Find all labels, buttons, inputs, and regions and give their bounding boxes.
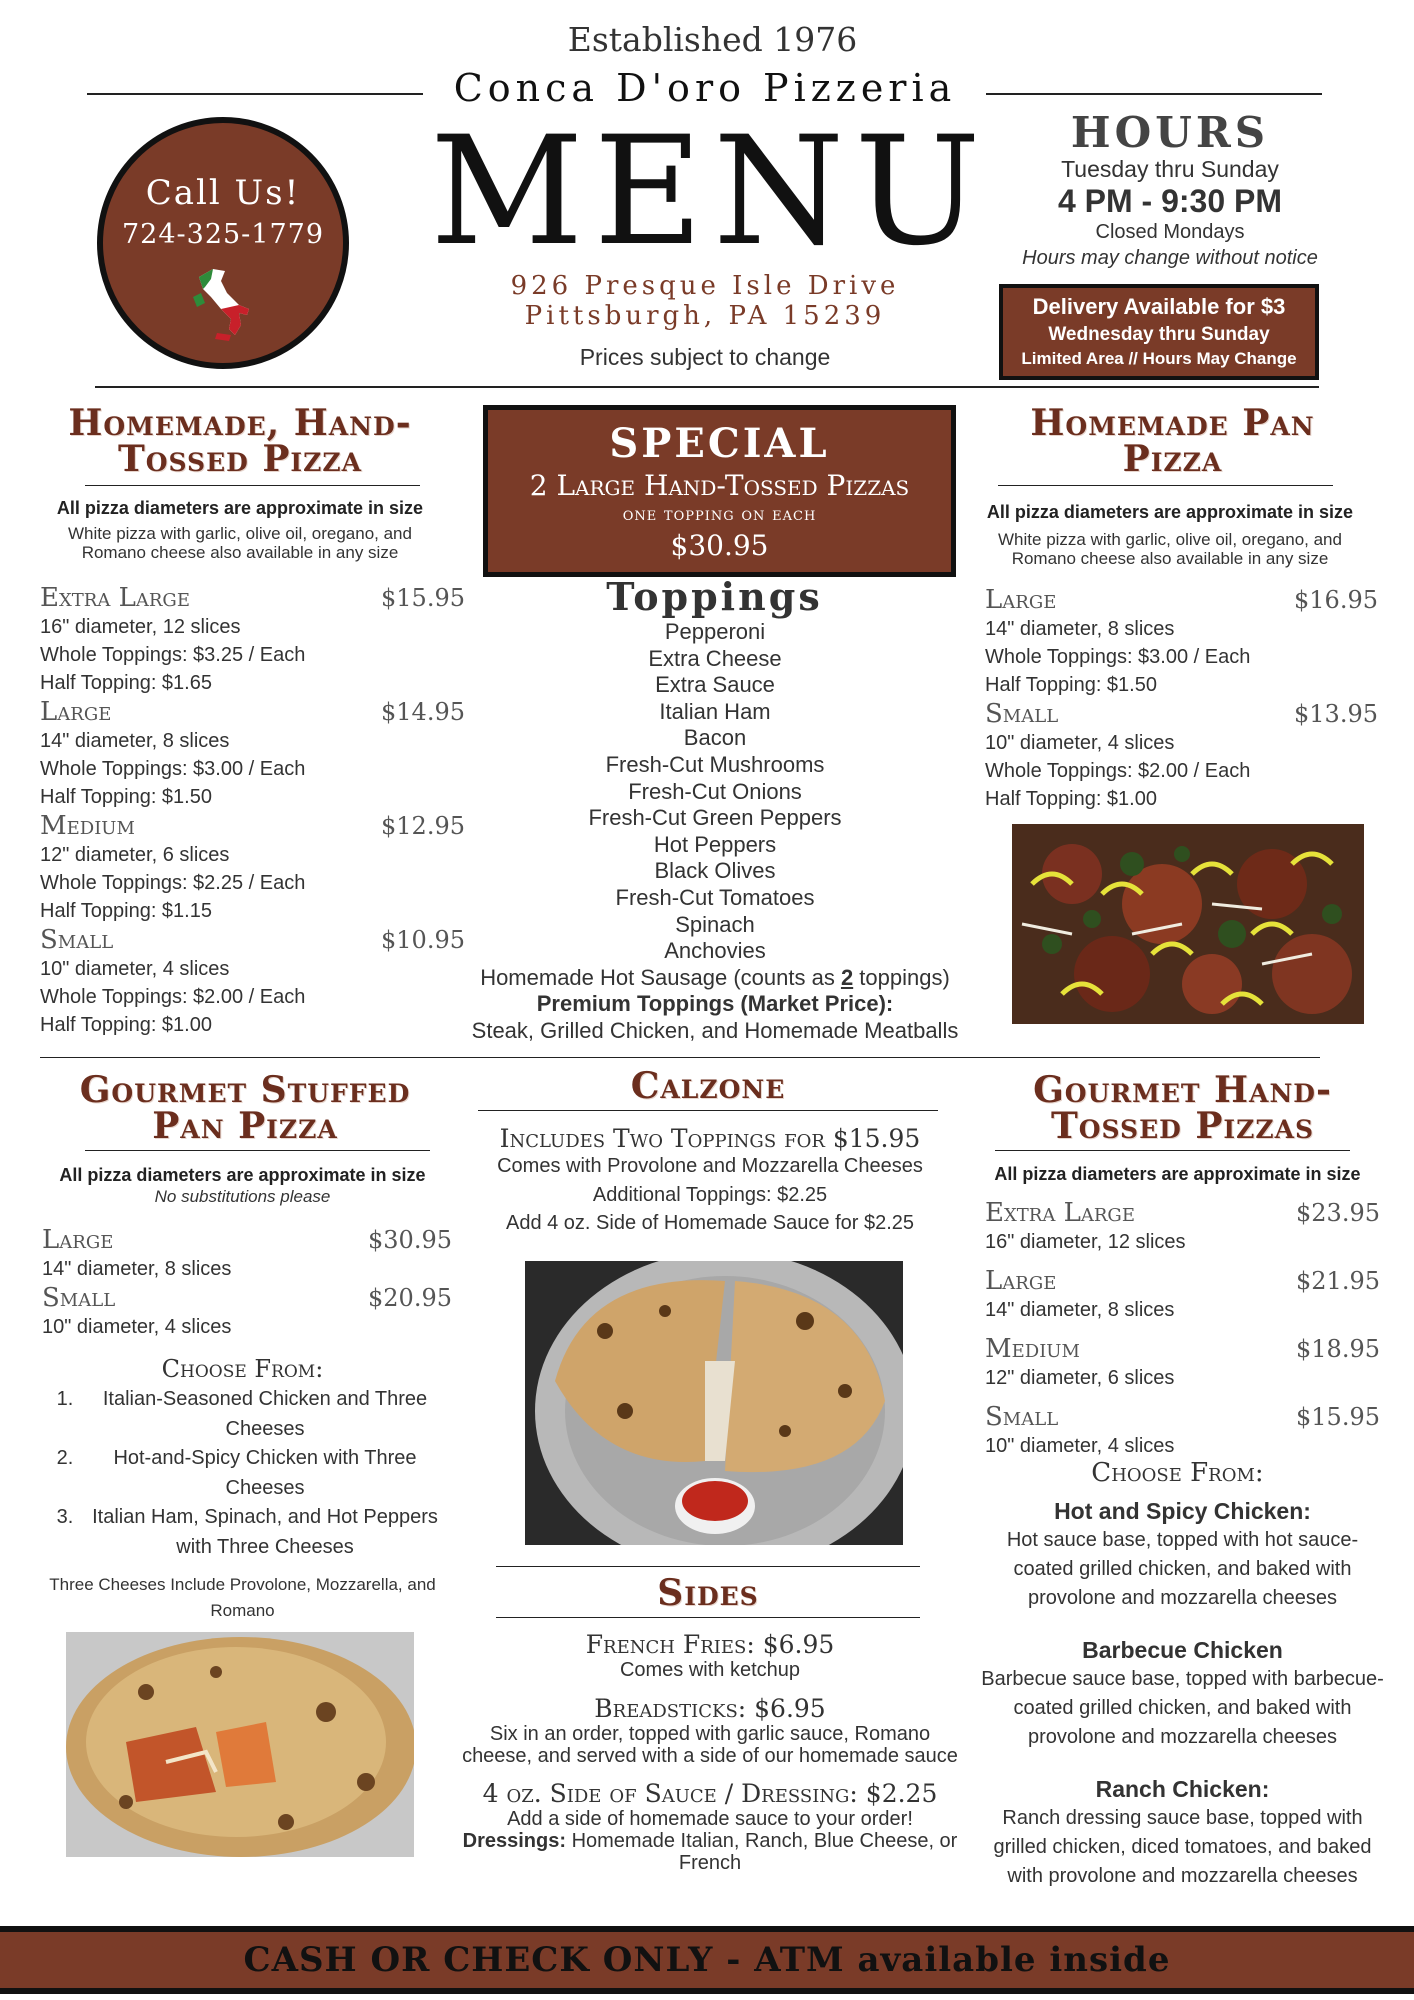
call-us-badge[interactable] <box>97 117 349 369</box>
whole-topping-price: Whole Toppings: $2.00 / Each <box>40 986 306 1008</box>
choice-name: Ranch Chicken: <box>1095 1776 1270 1802</box>
choice-name: Hot and Spicy Chicken: <box>1054 1498 1311 1524</box>
size-name: Large <box>40 697 112 727</box>
size-name: Medium <box>40 811 135 841</box>
choice-text: Hot-and-Spicy Chicken with Three Cheeses <box>113 1447 417 1499</box>
side-name: 4 oz. Side of Sauce / Dressing: $2.25 <box>482 1779 938 1808</box>
side-desc: Add a side of homemade sauce to your order! <box>507 1808 913 1830</box>
stuffed-choice <box>45 1385 445 1444</box>
size-item <box>40 583 465 697</box>
middle-divider <box>40 1057 1320 1058</box>
header-divider <box>95 386 1319 388</box>
size-price: $30.95 <box>368 1226 452 1254</box>
address-line-2: Pittsburgh, PA 15239 <box>524 301 886 331</box>
size-price: $18.95 <box>1296 1335 1380 1363</box>
size-item <box>985 1198 1380 1256</box>
topping-item: Italian Ham <box>659 698 771 724</box>
choice-desc: Hot sauce base, topped with hot sauce-coated grilled chicken, and baked with provolone and mozzarella cheeses <box>1006 1529 1359 1609</box>
size-item <box>40 697 465 811</box>
pan-note: White pizza with garlic, olive oil, oregano, and Romano cheese also available in any size <box>998 530 1342 568</box>
size-price: $12.95 <box>381 812 465 840</box>
size-item <box>985 585 1378 699</box>
pan-title-rule <box>998 485 1333 486</box>
size-name: Large <box>42 1225 114 1255</box>
size-desc: 10" diameter, 4 slices <box>40 958 230 980</box>
size-price: $13.95 <box>1294 700 1378 728</box>
stuffed-pizza-image-icon <box>66 1632 414 1857</box>
whole-topping-price: Whole Toppings: $3.00 / Each <box>985 646 1251 668</box>
whole-topping-price: Whole Toppings: $3.00 / Each <box>40 758 306 780</box>
stuffed-pizza-photo <box>66 1632 414 1857</box>
hours-closed: Closed Mondays <box>1095 221 1245 243</box>
special-line-2: one topping on each <box>622 504 817 525</box>
size-desc: 14" diameter, 8 slices <box>40 730 230 752</box>
size-price: $16.95 <box>1294 586 1378 614</box>
delivery-box <box>999 284 1319 380</box>
choice-name: Barbecue Chicken <box>1082 1637 1283 1663</box>
gourmet-choice <box>970 1774 1395 1891</box>
size-desc: 10" diameter, 4 slices <box>985 1435 1175 1457</box>
side-item <box>440 1779 980 1874</box>
size-price: $20.95 <box>368 1284 452 1312</box>
hours-time: 4 PM - 9:30 PM <box>1057 183 1283 219</box>
established-text: Established 1976 <box>567 20 858 59</box>
half-topping-price: Half Topping: $1.00 <box>985 788 1157 810</box>
gourmet-choices <box>970 1496 1395 1891</box>
size-name: Small <box>42 1283 116 1313</box>
prices-note: Prices subject to change <box>579 344 831 370</box>
choice-number: 2. <box>56 1447 74 1469</box>
size-price: $10.95 <box>381 926 465 954</box>
stuffed-choice <box>45 1444 445 1503</box>
footer-banner <box>0 1926 1414 1994</box>
sides-title: Sides <box>657 1572 759 1614</box>
hand-tossed-title-rule <box>85 485 420 486</box>
header-rule-left <box>87 93 423 95</box>
premium-label: Premium Toppings (Market Price): <box>536 991 894 1017</box>
calzone-title: Calzone <box>630 1065 786 1107</box>
premium-items: Steak, Grilled Chicken, and Homemade Meatballs <box>471 1017 959 1043</box>
gourmet-choice <box>970 1635 1395 1752</box>
delivery-line-3: Limited Area // Hours May Change <box>1021 349 1297 368</box>
call-us-label: Call Us! <box>145 173 301 213</box>
stuffed-list <box>42 1225 452 1341</box>
stuffed-note-bold: All pizza diameters are approximate in size <box>59 1165 426 1185</box>
stuffed-title: Gourmet Stuffed Pan Pizza <box>79 1069 411 1147</box>
menu-heading: MENU <box>430 105 991 279</box>
size-desc: 16" diameter, 12 slices <box>985 1231 1186 1253</box>
topping-item: Extra Sauce <box>655 672 775 698</box>
hours-title: HOURS <box>1070 108 1270 157</box>
size-price: $14.95 <box>381 698 465 726</box>
delivery-line-1: Delivery Available for $3 <box>1032 294 1286 319</box>
hand-tossed-note: White pizza with garlic, olive oil, oregano, and Romano cheese also available in any size <box>68 524 412 562</box>
pan-note-bold: All pizza diameters are approximate in size <box>986 502 1354 522</box>
size-name: Extra Large <box>985 1198 1135 1228</box>
pizzeria-name: Conca D'oro Pizzeria <box>453 66 957 110</box>
topping-item: Fresh-Cut Tomatoes <box>615 884 815 910</box>
topping-item: Fresh-Cut Onions <box>628 778 802 804</box>
half-topping-price: Half Topping: $1.65 <box>40 672 212 694</box>
pan-list <box>985 585 1378 813</box>
size-desc: 14" diameter, 8 slices <box>985 1299 1175 1321</box>
choice-number: 1. <box>56 1388 74 1410</box>
gourmet-title: Gourmet Hand-Tossed Pizzas <box>1033 1069 1332 1147</box>
whole-topping-price: Whole Toppings: $2.25 / Each <box>40 872 306 894</box>
gourmet-choice <box>970 1496 1395 1613</box>
topping-item: Bacon <box>683 725 747 751</box>
hand-tossed-title: Homemade, Hand-Tossed Pizza <box>68 402 412 480</box>
choice-desc: Barbecue sauce base, topped with barbecue-coated grilled chicken, and baked with provolone and mozzarella cheeses <box>981 1668 1384 1748</box>
phone-number[interactable]: 724-325-1779 <box>121 219 325 250</box>
side-desc: Comes with ketchup <box>619 1659 801 1681</box>
whole-topping-price: Whole Toppings: $2.00 / Each <box>985 760 1251 782</box>
size-name: Small <box>985 699 1059 729</box>
calzone-photo <box>525 1261 903 1545</box>
calzone-sauce-line: Add 4 oz. Side of Homemade Sauce for $2.25 <box>505 1212 915 1234</box>
topping-item: Fresh-Cut Green Peppers <box>588 805 842 831</box>
size-desc: 14" diameter, 8 slices <box>985 618 1175 640</box>
choice-number: 3. <box>56 1506 74 1528</box>
calzone-image-icon <box>525 1261 903 1545</box>
size-item <box>40 925 465 1039</box>
whole-topping-price: Whole Toppings: $3.25 / Each <box>40 644 306 666</box>
italy-flag-map-icon <box>191 263 257 343</box>
calzone-cheese-line: Comes with Provolone and Mozzarella Cheeses <box>497 1155 923 1177</box>
size-desc: 10" diameter, 4 slices <box>42 1316 232 1338</box>
special-price: $30.95 <box>670 529 769 562</box>
calzone-toppings-line: Additional Toppings: $2.25 <box>592 1184 828 1206</box>
sausage-topping: Homemade Hot Sausage (counts as 2 toppings) <box>480 964 950 990</box>
side-item <box>440 1630 980 1682</box>
topping-item: Anchovies <box>664 938 766 964</box>
half-topping-price: Half Topping: $1.15 <box>40 900 212 922</box>
size-price: $15.95 <box>381 584 465 612</box>
topping-item: Extra Cheese <box>648 645 782 671</box>
gourmet-list <box>985 1198 1380 1460</box>
size-name: Small <box>40 925 114 955</box>
hours-days: Tuesday thru Sunday <box>1061 156 1279 182</box>
special-title: SPECIAL <box>609 420 830 467</box>
special-box <box>483 405 956 577</box>
size-name: Large <box>985 585 1057 615</box>
size-item <box>985 1266 1380 1324</box>
gourmet-title-rule <box>995 1150 1350 1151</box>
size-name: Small <box>985 1402 1059 1432</box>
stuffed-choices <box>45 1385 445 1562</box>
calzone-title-rule <box>478 1110 938 1111</box>
size-item <box>985 1334 1380 1392</box>
size-name: Large <box>985 1266 1057 1296</box>
size-desc: 16" diameter, 12 slices <box>40 616 241 638</box>
side-name: French Fries: $6.95 <box>585 1630 835 1659</box>
size-name: Medium <box>985 1334 1080 1364</box>
size-item <box>42 1225 452 1283</box>
pan-title: Homemade Pan Pizza <box>1030 402 1315 480</box>
pizza-image-icon <box>1012 824 1364 1024</box>
size-desc: 12" diameter, 6 slices <box>40 844 230 866</box>
toppings-title: Toppings <box>606 574 823 619</box>
topping-item: Hot Peppers <box>653 831 777 857</box>
hand-tossed-list <box>40 583 465 1039</box>
topping-item: Black Olives <box>654 858 776 884</box>
topping-item: Pepperoni <box>664 619 766 644</box>
half-topping-price: Half Topping: $1.50 <box>985 674 1157 696</box>
size-item <box>985 1402 1380 1460</box>
side-desc: Six in an order, topped with garlic sauce, Romano cheese, and served with a side of our homemade sauce <box>462 1723 958 1767</box>
side-name: Breadsticks: $6.95 <box>594 1694 826 1723</box>
half-topping-price: Half Topping: $1.50 <box>40 786 212 808</box>
stuffed-choose-label: Choose From: <box>161 1355 324 1383</box>
payment-notice: CASH OR CHECK ONLY - ATM available inside <box>243 1940 1171 1980</box>
sides-rule-bottom <box>496 1617 920 1618</box>
sides-rule-top <box>496 1566 920 1567</box>
stuffed-title-rule <box>85 1150 430 1151</box>
choice-desc: Ranch dressing sauce base, topped with grilled chicken, diced tomatoes, and baked with provolone and mozzarella cheeses <box>993 1807 1372 1887</box>
size-desc: 12" diameter, 6 slices <box>985 1367 1175 1389</box>
hand-tossed-note-bold: All pizza diameters are approximate in size <box>56 498 424 518</box>
size-item <box>42 1283 452 1341</box>
header-rule-right <box>986 93 1322 95</box>
size-item <box>40 811 465 925</box>
calzone-subtitle: Includes Two Toppings for $15.95 <box>499 1124 921 1153</box>
choice-text: Italian Ham, Spinach, and Hot Peppers with Three Cheeses <box>92 1506 438 1558</box>
pan-pizza-photo <box>1012 824 1364 1024</box>
size-desc: 14" diameter, 8 slices <box>42 1258 232 1280</box>
topping-item: Spinach <box>675 911 755 937</box>
address-line-1: 926 Presque Isle Drive <box>510 271 900 301</box>
size-price: $21.95 <box>1296 1267 1380 1295</box>
size-name: Extra Large <box>40 583 190 613</box>
stuffed-choice <box>45 1503 445 1562</box>
gourmet-choose-label: Choose From: <box>1091 1458 1264 1488</box>
size-desc: 10" diameter, 4 slices <box>985 732 1175 754</box>
stuffed-note-italic: No substitutions please <box>154 1187 331 1206</box>
special-line-1: 2 Large Hand-Tossed Pizzas <box>529 469 910 502</box>
delivery-line-2: Wednesday thru Sunday <box>1048 324 1270 345</box>
side-item <box>440 1694 980 1767</box>
gourmet-note-bold: All pizza diameters are approximate in size <box>994 1164 1361 1184</box>
sides-list <box>440 1630 980 1874</box>
cheese-note: Three Cheeses Include Provolone, Mozzarella, and Romano <box>49 1575 436 1620</box>
size-price: $23.95 <box>1296 1199 1380 1227</box>
hours-notice: Hours may change without notice <box>1022 247 1318 269</box>
toppings-list <box>440 619 990 1045</box>
size-item <box>985 699 1378 813</box>
topping-item: Fresh-Cut Mushrooms <box>605 751 825 777</box>
dressings-line: Dressings: Homemade Italian, Ranch, Blue Cheese, or French <box>462 1830 958 1874</box>
half-topping-price: Half Topping: $1.00 <box>40 1014 212 1036</box>
size-price: $15.95 <box>1296 1403 1380 1431</box>
choice-text: Italian-Seasoned Chicken and Three Cheeses <box>102 1388 428 1440</box>
